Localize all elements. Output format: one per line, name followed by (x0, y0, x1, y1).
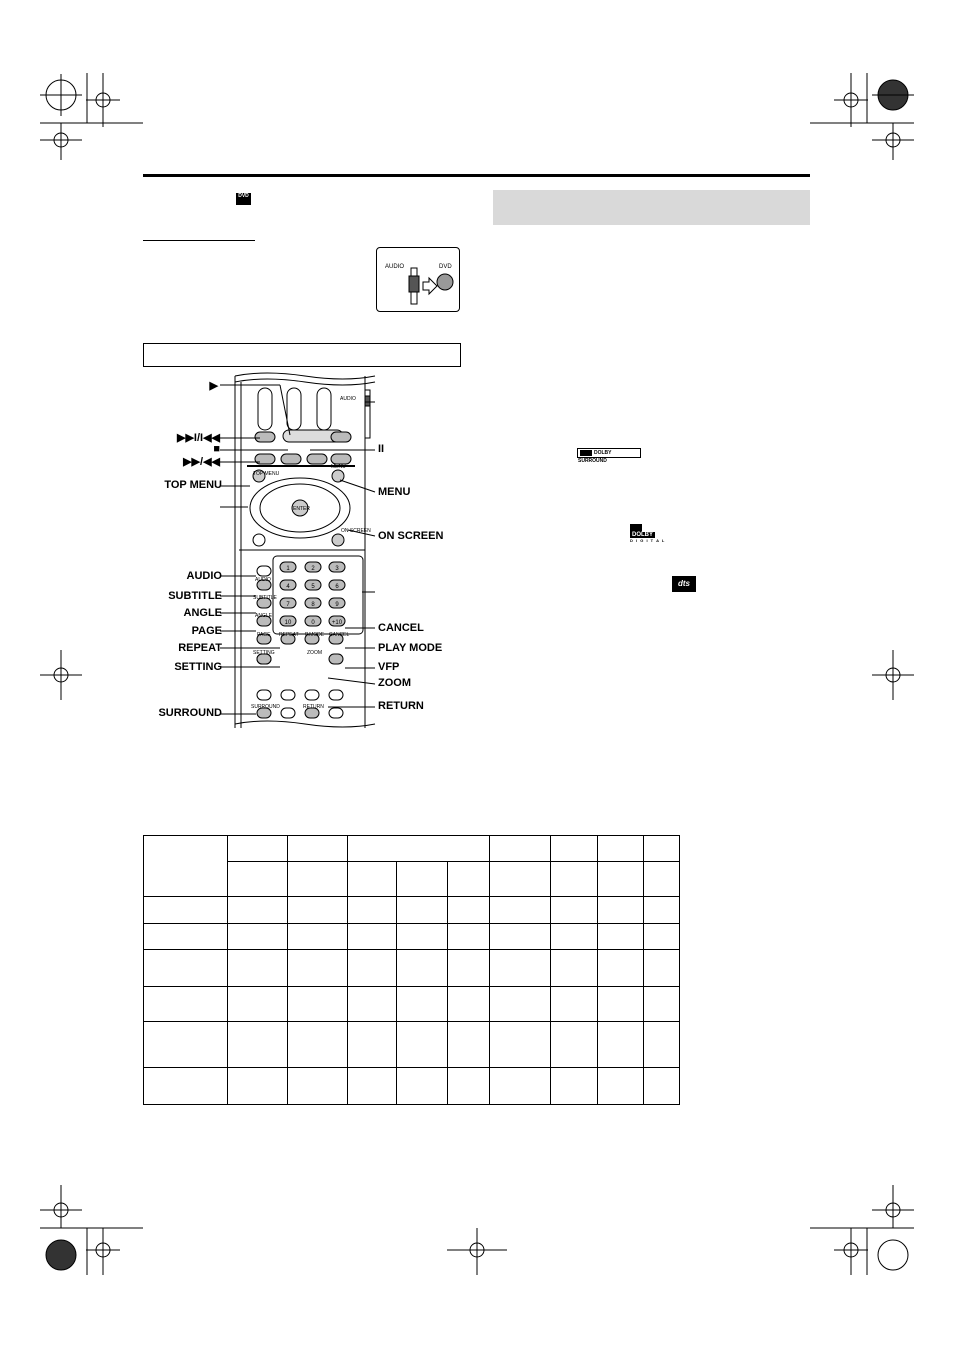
dolby-digital-logo: DOLBY D I G I T A L (630, 524, 666, 538)
dolby-surround-logo: DOLBY SURROUND (577, 448, 641, 458)
skip-label: ▶▶I/I◀◀ (176, 432, 220, 444)
header-rule (143, 174, 810, 177)
subheading-rule (143, 240, 255, 241)
digit-key-label: +10 (331, 620, 343, 626)
play-label: ▶ (209, 380, 218, 392)
enter-key: ENTER (293, 506, 310, 512)
page-label: PAGE (191, 625, 222, 637)
audio-label: AUDIO (186, 570, 222, 582)
on-screen-label: ON SCREEN (378, 530, 444, 542)
cancel-label: CANCEL (378, 622, 424, 634)
callout-lines (220, 380, 380, 720)
repeat-key: REPEAT (279, 632, 299, 638)
audio-key: AUDIO (255, 577, 271, 583)
subtitle-label: SUBTITLE (168, 590, 222, 602)
return-label: RETURN (378, 700, 424, 712)
angle-key: ANGLE (255, 613, 272, 619)
digit-key-label: 3 (335, 566, 339, 572)
audio-switch-key: AUDIO (340, 396, 356, 402)
digit-key-label: 6 (335, 584, 339, 590)
menu-label: MENU (378, 486, 411, 498)
digit-key-label: 0 (311, 620, 315, 626)
on-screen-key: ON SCREEN (341, 528, 371, 534)
pmode-key: P.MODE (305, 632, 325, 638)
subtitle-key: SUBTITLE (253, 595, 277, 601)
top-menu-label: TOP MENU (164, 479, 222, 491)
mode-switch-panel (376, 247, 460, 312)
digit-key-label: 9 (335, 602, 339, 608)
surround-label: SURROUND (158, 707, 222, 719)
menu-key: MENU (331, 464, 346, 470)
setting-key: SETTING (253, 650, 275, 656)
page-key: PAGE (257, 632, 271, 638)
angle-label: ANGLE (183, 607, 222, 619)
digit-key-label: 1 (286, 566, 290, 572)
pause-label: II (378, 443, 385, 455)
audio-switch-label: AUDIO (385, 264, 405, 270)
section-heading-bar (493, 190, 810, 225)
compatibility-table (143, 835, 680, 1105)
digit-key-label: 4 (286, 584, 290, 590)
remote-section-box (143, 343, 461, 367)
zoom-label: ZOOM (378, 677, 411, 689)
setting-label: SETTING (174, 661, 222, 673)
vfp-label: VFP (378, 661, 400, 673)
play-mode-label: PLAY MODE (378, 642, 443, 654)
return-key: RETURN (303, 704, 324, 710)
cancel-key: CANCEL (329, 632, 350, 638)
digit-key-label: 2 (311, 566, 315, 572)
zoom-key: ZOOM (307, 650, 322, 656)
digit-key-label: 10 (284, 620, 292, 626)
repeat-label: REPEAT (178, 642, 222, 654)
digit-key-label: 5 (311, 584, 315, 590)
dts-logo: dts (672, 576, 696, 592)
stop-label: ■ (213, 443, 220, 455)
dvd-switch-label: DVD (439, 264, 452, 270)
search-label: ▶▶/◀◀ (183, 456, 220, 468)
digit-key-label: 7 (286, 602, 290, 608)
dvd-badge-icon: DVD (236, 193, 251, 205)
digit-key-label: 8 (311, 602, 315, 608)
top-menu-key: TOP MENU (253, 471, 280, 477)
surround-key: SURROUND (251, 704, 280, 710)
